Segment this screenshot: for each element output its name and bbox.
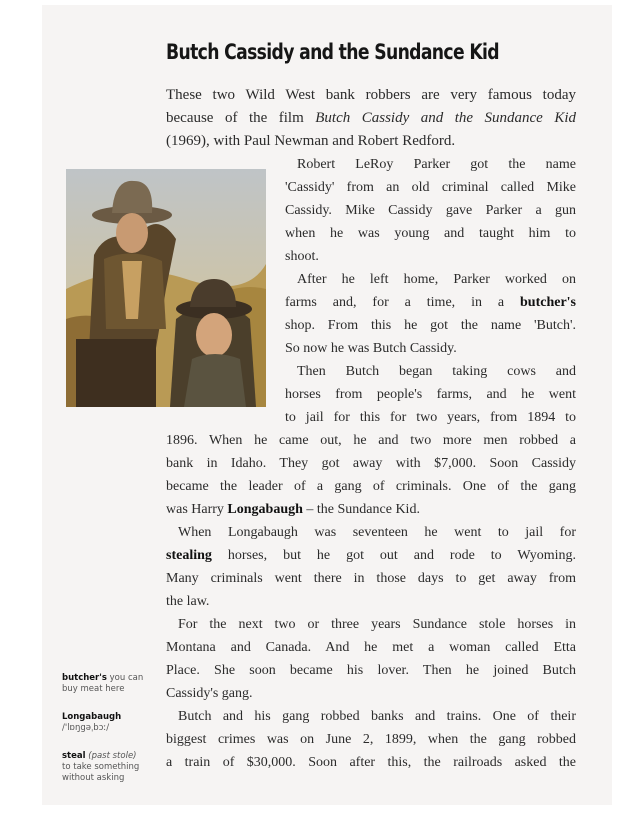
text-line: was Harry Longabaugh – the Sundance Kid. (166, 502, 420, 517)
page-title: Butch Cassidy and the Sundance Kid (166, 40, 499, 64)
text-line: stealing horses, but he got out and rode to Wyoming. (166, 548, 576, 563)
text-line: Cassidy. Mike Cassidy gave Parker a gun (285, 203, 576, 218)
glossary-entry-steal (62, 751, 160, 784)
glossary-entry-longabaugh (62, 712, 160, 734)
film-title: Butch Cassidy and the Sundance Kid (315, 110, 576, 126)
glossary-pronunciation: /'lɒŋgəˌbɔː/ (62, 723, 110, 733)
text-line: 1896. When he came out, he and two more men robbed a (166, 433, 576, 448)
text-line: Butch and his gang robbed banks and trains. One of their (178, 709, 576, 724)
text-line: to jail for this for two years, from 1894 to (285, 410, 576, 425)
glossary-definition: to take something without asking (62, 762, 140, 783)
text-line: when he was young and taught him to (285, 226, 576, 241)
text-line: farms and, for a time, in a butcher's (285, 295, 576, 310)
glossary-term-longabaugh: Longabaugh (227, 502, 303, 517)
intro-line: (1969), with Paul Newman and Robert Redford. (166, 133, 456, 149)
text-line: Robert LeRoy Parker got the name (297, 157, 576, 172)
text-line: Montana and Canada. And he met a woman called Etta (166, 640, 576, 655)
text-line: Then Butch began taking cows and (297, 364, 576, 379)
text-line: So now he was Butch Cassidy. (285, 341, 457, 356)
glossary-term-butchers: butcher's (520, 295, 576, 310)
intro-line: These two Wild West bank robbers are very famous today (166, 87, 576, 103)
text-line: For the next two or three years Sundance stole horses in (178, 617, 576, 632)
intro-line: because of the film Butch Cassidy and the Sundance Kid (166, 110, 576, 126)
text-line: 'Cassidy' from an old criminal called Mike (285, 180, 576, 195)
text-line: When Longabaugh was seventeen he went to jail for (178, 525, 576, 540)
glossary-entry-butchers (62, 673, 160, 695)
glossary-term-stealing: stealing (166, 548, 212, 563)
glossary-part-of-speech: (past stole) (85, 751, 137, 761)
glossary-word: butcher's (62, 673, 107, 683)
text-line: a train of $30,000. Soon after this, the railroads asked the (166, 755, 576, 770)
glossary-word: steal (62, 751, 86, 761)
text-line: bank in Idaho. They got away with $7,000. Soon Cassidy (166, 456, 576, 471)
text-line: became the leader of a gang of criminals. One of the gang (166, 479, 576, 494)
glossary-definition: you can buy meat here (62, 673, 144, 694)
text-line: biggest crimes was on June 2, 1899, when the gang robbed (166, 732, 576, 747)
text-line: Place. She soon became his lover. Then he joined Butch (166, 663, 576, 678)
text-line: After he left home, Parker worked on (297, 272, 576, 287)
text-line: horses from people's farms, and he went (285, 387, 576, 402)
text-line: shoot. (285, 249, 319, 264)
text-line: Cassidy's gang. (166, 686, 253, 701)
text-line: Many criminals went there in those days to get away from (166, 571, 576, 586)
text-line: shop. From this he got the name 'Butch'. (285, 318, 576, 333)
text-line: the law. (166, 594, 210, 609)
glossary-word: Longabaugh (62, 712, 122, 722)
